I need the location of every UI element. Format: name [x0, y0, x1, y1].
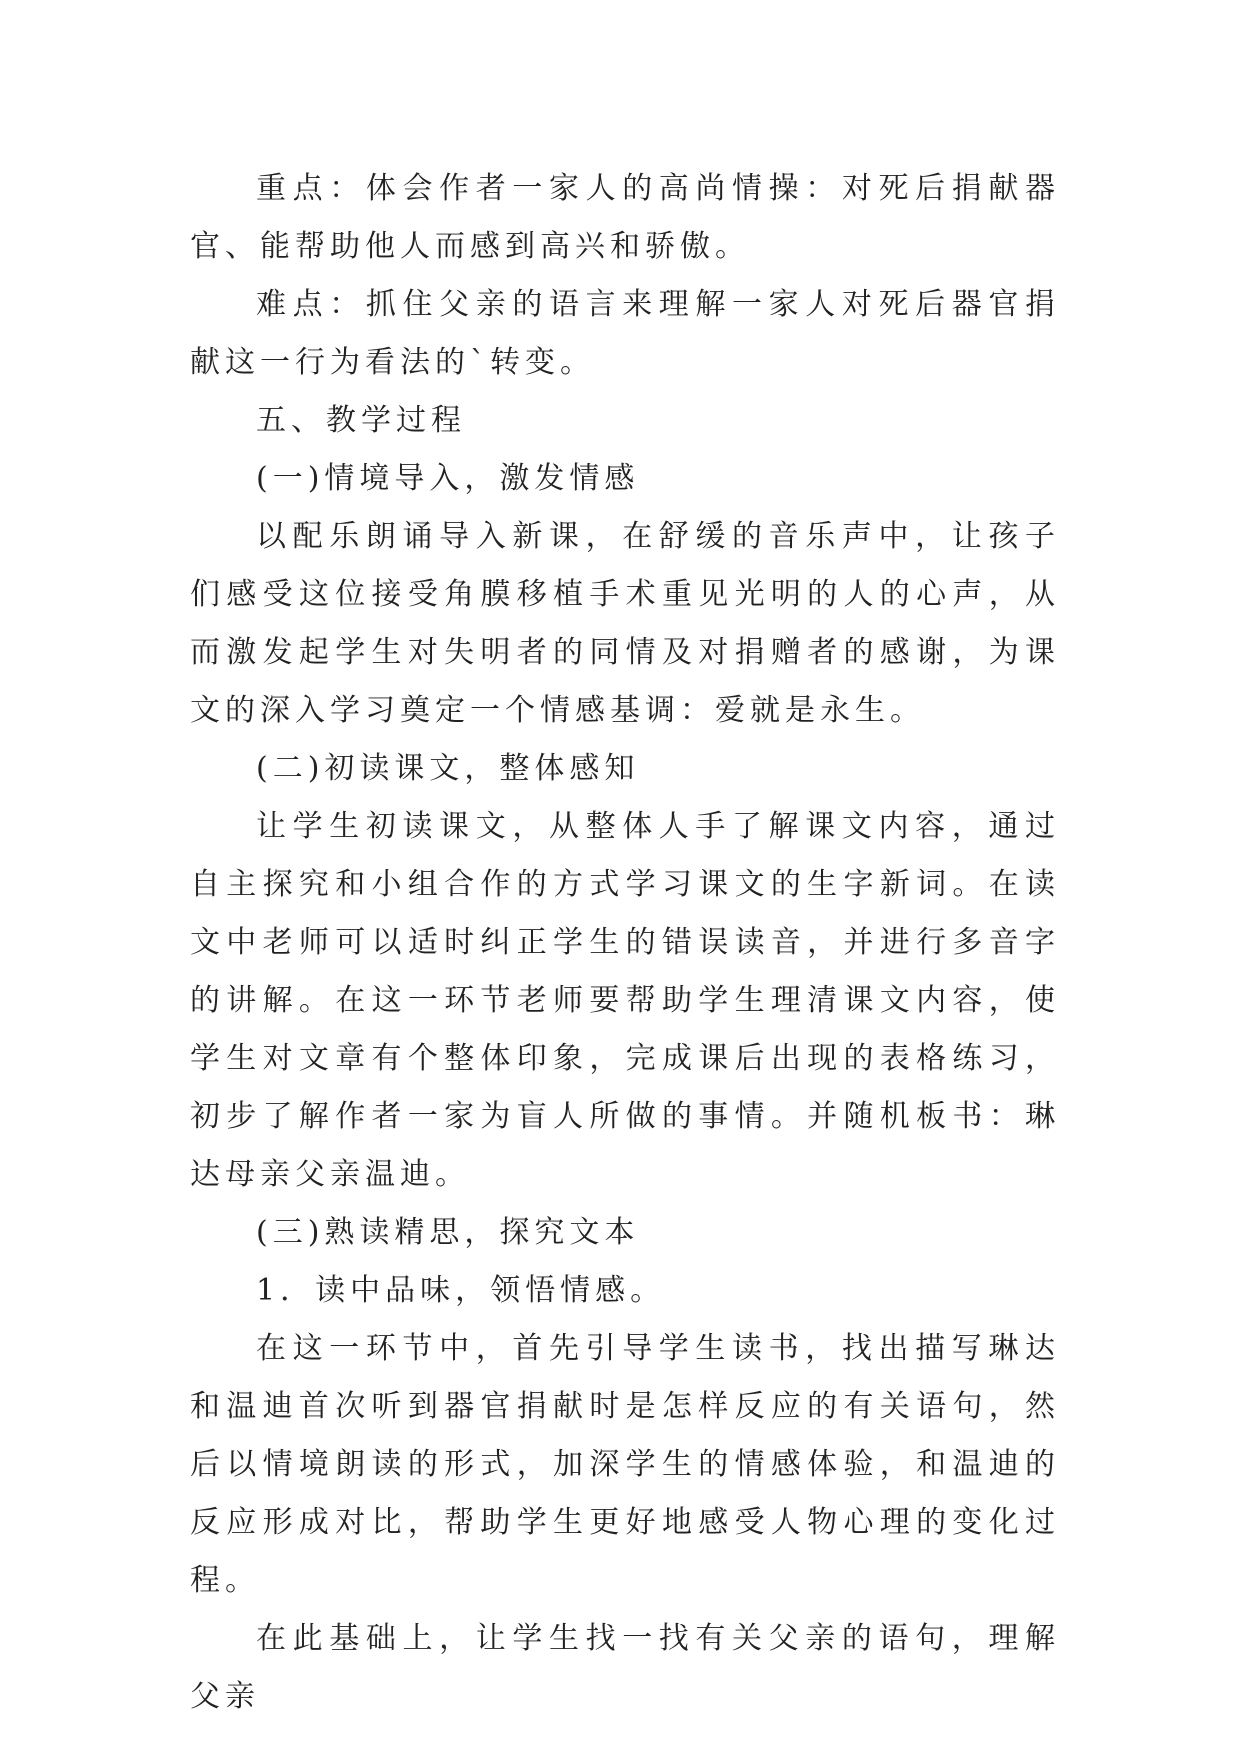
paragraph-father: 在此基础上，让学生找一找有关父亲的语句，理解父亲: [190, 1621, 1060, 1714]
subheading-1: (一)情境导入，激发情感: [256, 461, 640, 496]
paragraph-reading-guide: 在这一环节中，首先引导学生读书，找出描写琳达和温迪首次听到器官捐献时是怎样反应的有关语句，然后以情境朗读的形式，加深学生的情感体验，和温迪的反应形成对比，帮助学生更好地感受人物心理的变化过程。: [190, 1331, 1060, 1598]
subheading-2: (二)初读课文，整体感知: [256, 751, 640, 786]
paragraph-first-reading: 让学生初读课文，从整体人手了解课文内容，通过自主探究和小组合作的方式学习课文的生字新词。在读文中老师可以适时纠正学生的错误读音，并进行多音字的讲解。在这一环节老师要帮助学生理清课文内容，使学生对文章有个整体印象，完成课后出现的表格练习，初步了解作者一家为盲人所做的事情。并随机板书：琳达母亲父亲温迪。: [190, 809, 1060, 1192]
paragraph-intro: 以配乐朗诵导入新课，在舒缓的音乐声中，让孩子们感受这位接受角膜移植手术重见光明的人的心声，从而激发起学生对失明者的同情及对捐赠者的感谢，为课文的深入学习奠定一个情感基调：爱就是永生。: [190, 519, 1060, 728]
paragraph-difficult-point: 难点：抓住父亲的语言来理解一家人对死后器官捐献这一行为看法的`转变。: [190, 287, 1060, 380]
list-item-1: 1．读中品味，领悟情感。: [256, 1273, 666, 1308]
document-body: [190, 160, 1060, 1726]
paragraph-key-point: 重点：体会作者一家人的高尚情操：对死后捐献器官、能帮助他人而感到高兴和骄傲。: [190, 171, 1060, 264]
section-heading-teaching-process: 五、教学过程: [256, 403, 466, 438]
subheading-3: (三)熟读精思，探究文本: [256, 1215, 640, 1250]
